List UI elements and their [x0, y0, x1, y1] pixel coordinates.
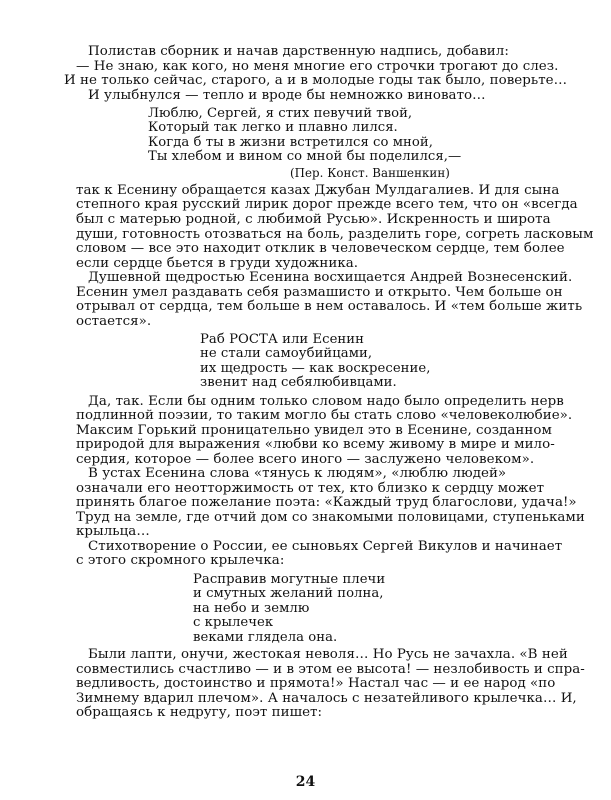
- text-line: И не только сейчас, старого, а и в молодые годы так было, поверьте…: [64, 73, 568, 88]
- translator-credit: (Пер. Конст. Ваншенкин): [290, 166, 450, 180]
- text-line: отрывал от сердца, тем больше в нем оставалось. И «тем больше жить: [76, 299, 583, 314]
- text-line: природой для выражения «любви ко всему живому в мире и мило-: [76, 437, 555, 452]
- text-line: был с матерью родной, с любимой Русью». Искренность и широта: [76, 212, 551, 227]
- text-line: Есенин умел раздавать себя размашисто и открыто. Чем больше он: [76, 285, 563, 300]
- text-line: Зимнему вдарил плечом». А началось с незатейливого крылечка… И,: [76, 691, 577, 706]
- page-number: 24: [295, 774, 316, 790]
- text-line: И улыбнулся — тепло и вроде бы немножко виновато…: [88, 88, 486, 103]
- verse-line: не стали самоубийцами,: [200, 346, 373, 361]
- text-line: Полистав сборник и начав дарственную надпись, добавил:: [88, 44, 509, 59]
- text-line: совместились счастливо — и в этом ее высота! — незлобивость и спра-: [76, 662, 585, 677]
- verse-line: и смутных желаний полна,: [193, 586, 384, 601]
- verse-line: Расправив могутные плечи: [193, 572, 386, 587]
- text-line: так к Есенину обращается казах Джубан Мулдагалиев. И для сына: [76, 183, 560, 198]
- text-line: подлинной поэзии, то таким могло бы стать слово «человеколюбие».: [76, 408, 573, 423]
- text-line: означали его неотторжимость от тех, кто близко к сердцу может: [76, 481, 545, 496]
- text-line: обращаясь к недругу, поэт пишет:: [76, 705, 323, 720]
- text-line: — Не знаю, как кого, но меня многие его строчки трогают до слез.: [76, 59, 559, 74]
- text-line: сердия, которое — более всего иного — заслужено человеком».: [76, 452, 535, 467]
- verse-line: звенит над себялюбивцами.: [200, 375, 397, 390]
- text-line: словом — все это находит отклик в человеческом сердце, тем более: [76, 241, 565, 256]
- text-line: если сердце бьется в груди художника.: [76, 256, 359, 271]
- text-line: крыльца…: [76, 524, 150, 539]
- text-line: Душевной щедростью Есенина восхищается Андрей Вознесенский.: [88, 270, 573, 285]
- verse-line: Когда б ты в жизни встретился со мной,: [148, 135, 433, 150]
- verse-line: на небо и землю: [193, 601, 310, 616]
- text-line: души, готовность отозваться на боль, разделить горе, согреть ласковым: [76, 227, 594, 242]
- verse-line: Ты хлебом и вином со мной бы поделился,—: [148, 149, 462, 164]
- text-line: Стихотворение о России, ее сыновьях Сергей Викулов и начинает: [88, 539, 563, 554]
- verse-line: Который так легко и плавно лился.: [148, 120, 398, 135]
- text-line: Труд на земле, где отчий дом со знакомыми половицами, ступеньками: [76, 510, 585, 525]
- verse-line: Раб РОСТА или Есенин: [200, 332, 364, 347]
- text-line: В устах Есенина слова «тянусь к людям», «люблю людей»: [88, 466, 507, 481]
- verse-line: с крылечек: [193, 615, 274, 630]
- verse-line: веками глядела она.: [193, 630, 338, 645]
- text-line: остается».: [76, 314, 152, 329]
- text-line: степного края русский лирик дорог прежде всего тем, что он «всегда: [76, 197, 578, 212]
- verse-line: Люблю, Сергей, я стих певучий твой,: [148, 106, 413, 121]
- verse-line: их щедрость — как воскресение,: [200, 361, 431, 376]
- text-line: Максим Горький проницательно увидел это в Есенине, созданном: [76, 423, 552, 438]
- text-line: Были лапти, онучи, жестокая неволя… Но Русь не зачахла. «В ней: [88, 647, 568, 662]
- text-line: ведливость, достоинство и прямота!» Настал час — и ее народ «по: [76, 676, 556, 691]
- text-line: с этого скромного крылечка:: [76, 553, 285, 568]
- text-line: принять благое пожелание поэта: «Каждый труд благослови, удача!»: [76, 495, 577, 510]
- text-line: Да, так. Если бы одним только словом надо было определить нерв: [88, 394, 564, 409]
